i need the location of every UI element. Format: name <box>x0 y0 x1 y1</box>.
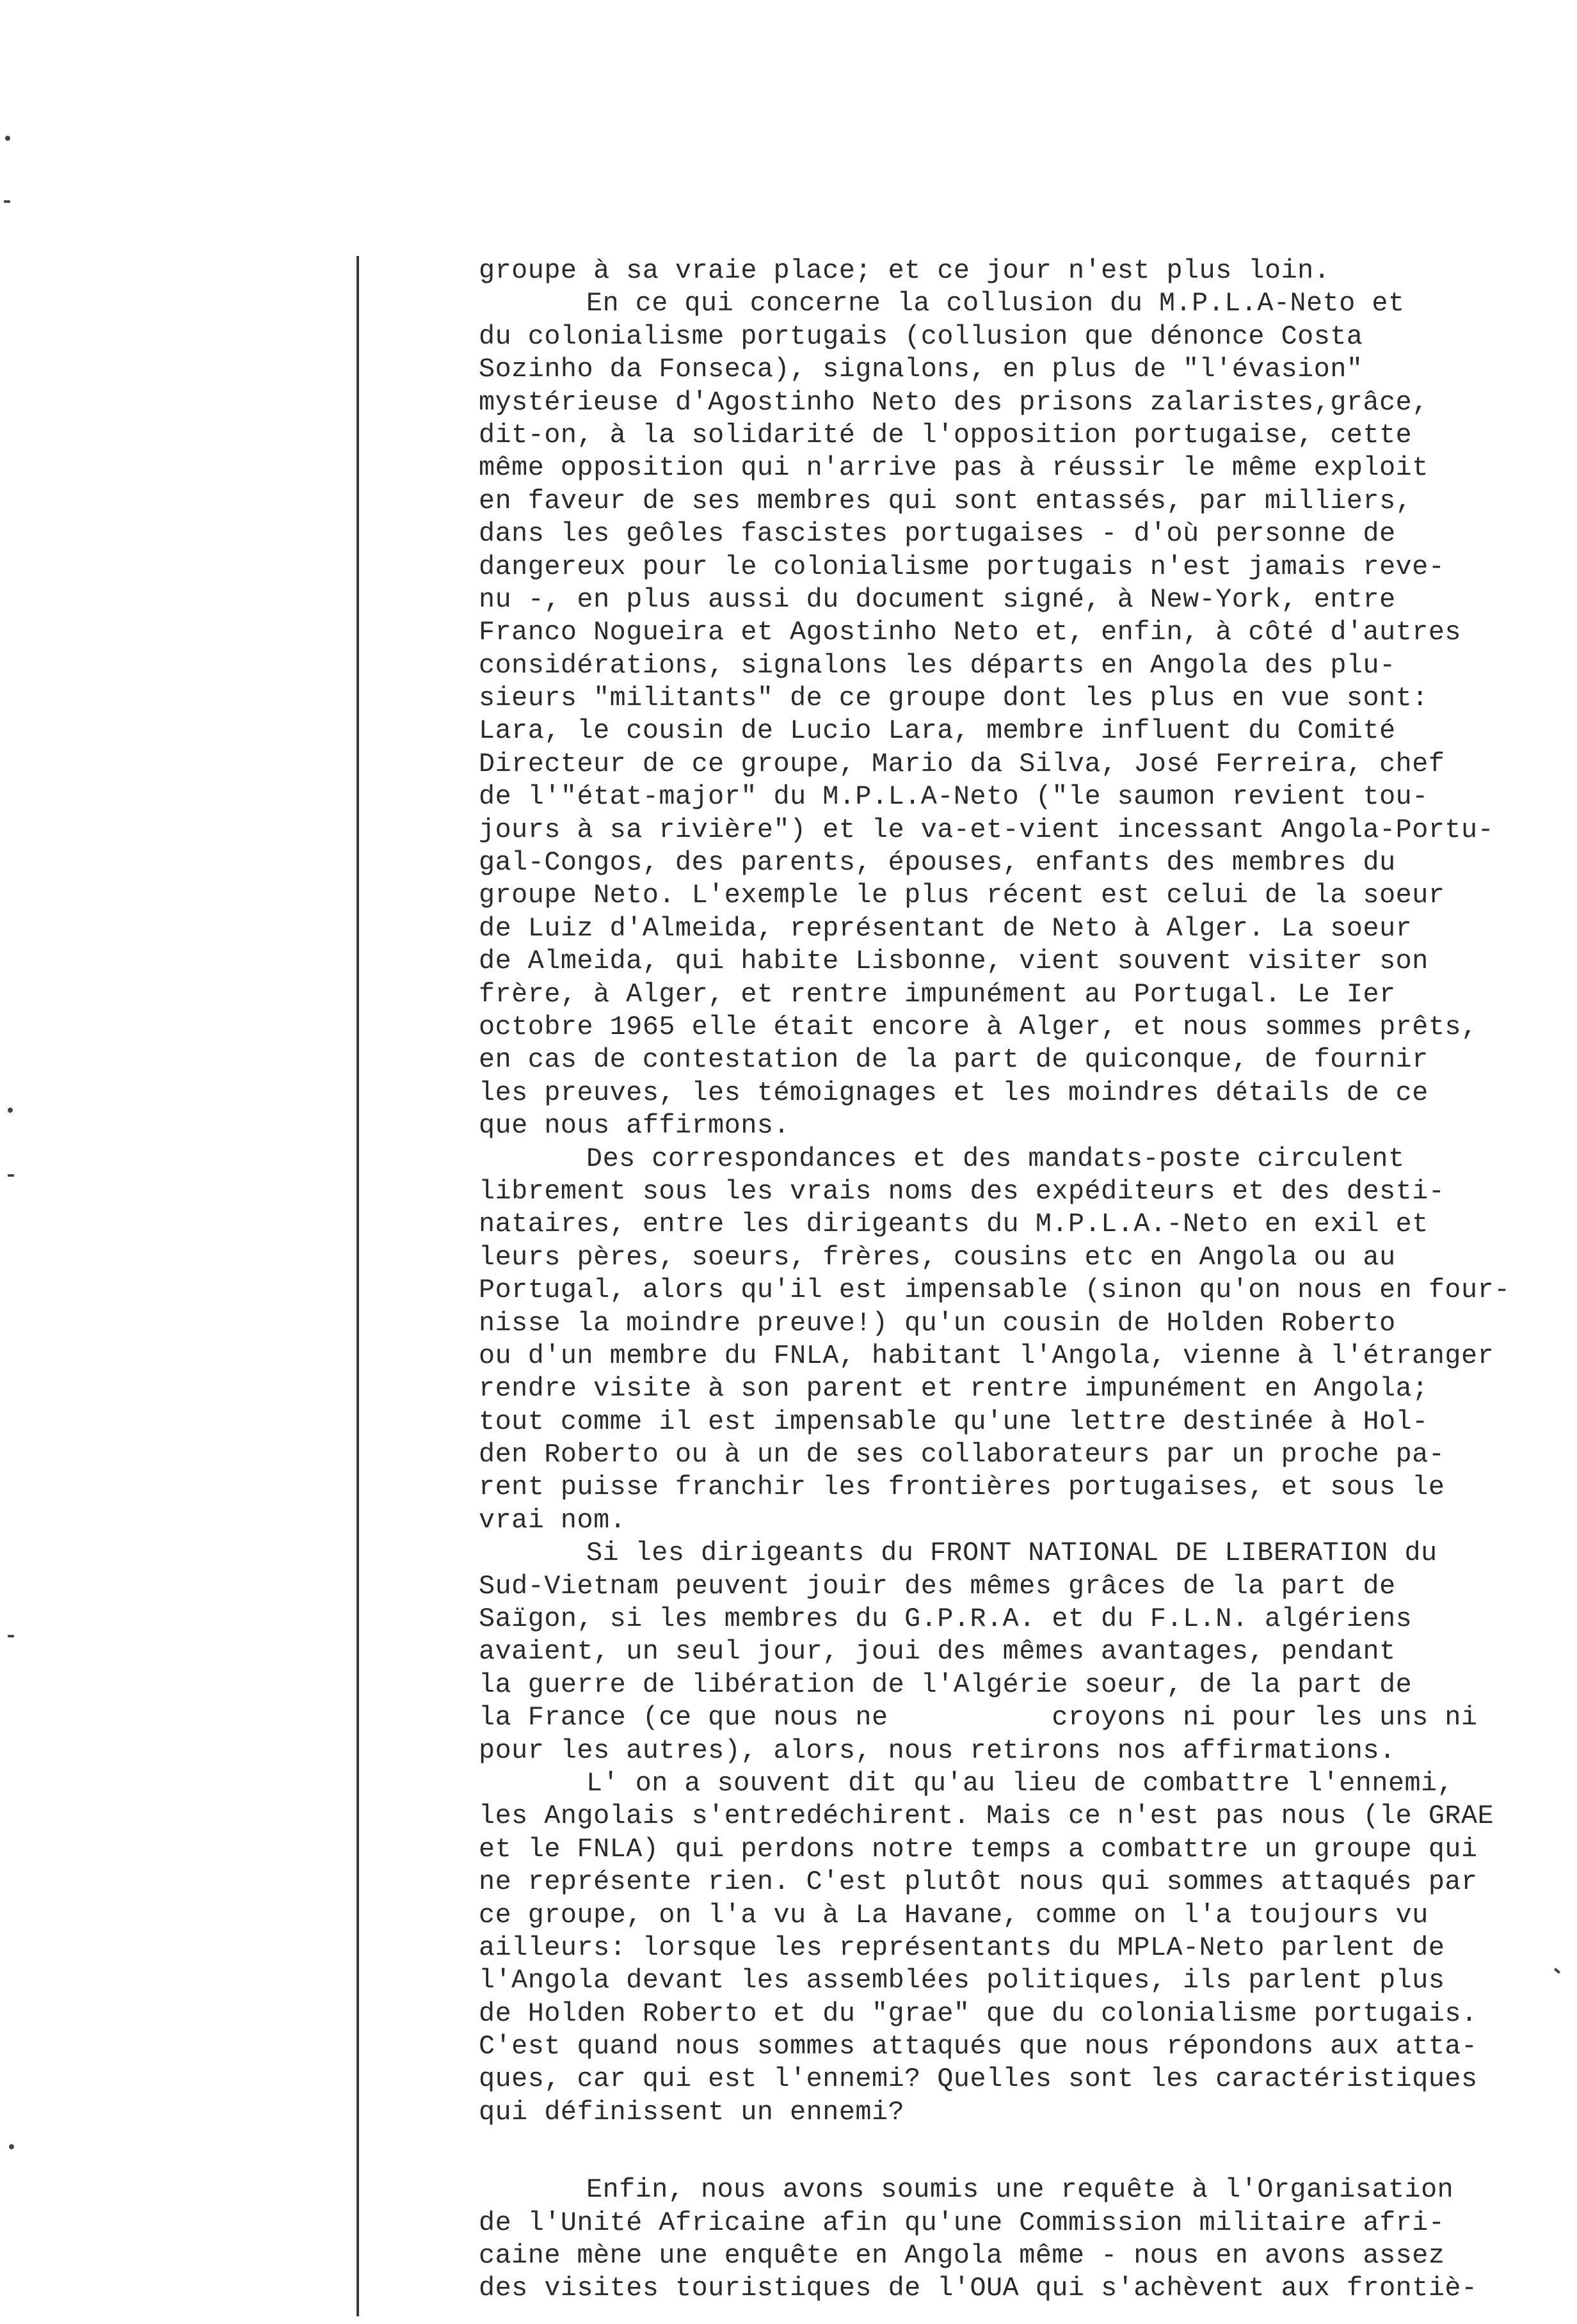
scan-speck <box>4 200 10 203</box>
text-line: groupe à sa vraie place; et ce jour n'est plus loin. <box>479 255 1331 286</box>
text-line: rendre visite à son parent et rentre impunément en Angola; <box>479 1373 1429 1405</box>
text-line: ques, car qui est l'ennemi? Quelles sont les caractéristiques <box>479 2064 1478 2095</box>
text-line: gal-Congos, des parents, épouses, enfants des membres du <box>479 847 1396 879</box>
text-line: les Angolais s'entredéchirent. Mais ce n'est pas nous (le GRAE <box>479 1801 1494 1832</box>
text-line: nataires, entre les dirigeants du M.P.L.A.-Neto en exil et <box>479 1209 1429 1240</box>
text-line: les preuves, les témoignages et les moindres détails de ce <box>479 1077 1429 1108</box>
text-line: la guerre de libération de l'Algérie soeur, de la part de <box>479 1669 1413 1700</box>
scan-speck <box>5 136 10 141</box>
text-line: Sozinho da Fonseca), signalons, en plus de "l'évasion" <box>479 354 1363 385</box>
scan-speck <box>8 1174 14 1177</box>
text-line: l'Angola devant les assemblées politiques, ils parlent plus <box>479 1965 1445 1996</box>
left-margin-rule <box>356 256 359 2316</box>
text-line: Saïgon, si les membres du G.P.R.A. et du F.L.N. algériens <box>479 1604 1413 1635</box>
text-line: rent puisse franchir les frontières portugaises, et sous le <box>479 1472 1445 1503</box>
text-line: ailleurs: lorsque les représentants du MPLA-Neto parlent de <box>479 1932 1445 1963</box>
paragraph-start-line: L' on a souvent dit qu'au lieu de combattre l'ennemi, <box>586 1767 1454 1799</box>
paragraph-start-line: En ce qui concerne la collusion du M.P.L.A-Neto et <box>586 288 1405 319</box>
text-line: ce groupe, on l'a vu à La Havane, comme on l'a toujours vu <box>479 1899 1429 1930</box>
text-line: des visites touristiques de l'OUA qui s'achèvent aux frontiè- <box>479 2273 1478 2304</box>
text-line: ne représente rien. C'est plutôt nous qui sommes attaqués par <box>479 1866 1478 1898</box>
document-body <box>479 255 1567 2305</box>
text-line: tout comme il est impensable qu'une lettre destinée à Hol- <box>479 1406 1429 1437</box>
text-line: Directeur de ce groupe, Mario da Silva, José Ferreira, chef <box>479 748 1445 779</box>
text-line: considérations, signalons les départs en Angola des plu- <box>479 649 1396 681</box>
text-line: de Almeida, qui habite Lisbonne, vient souvent visiter son <box>479 946 1429 977</box>
text-line: qui définissent un ennemi? <box>479 2096 905 2128</box>
text-line: même opposition qui n'arrive pas à réussir le même exploit <box>479 452 1429 484</box>
text-line: en cas de contestation de la part de quiconque, de fournir <box>479 1044 1429 1076</box>
paragraph-start-line: Enfin, nous avons soumis une requête à l'Organisation <box>586 2174 1454 2206</box>
text-line: Lara, le cousin de Lucio Lara, membre influent du Comité <box>479 715 1396 747</box>
text-line: de l'Unité Africaine afin qu'une Commission militaire afri- <box>479 2207 1445 2238</box>
text-line: jours à sa rivière") et le va-et-vient incessant Angola-Portu- <box>479 814 1494 845</box>
text-line: octobre 1965 elle était encore à Alger, et nous sommes prêts, <box>479 1011 1478 1042</box>
text-line: la France (ce que nous ne croyons ni pour les uns ni <box>479 1702 1478 1733</box>
text-line: librement sous les vrais noms des expéditeurs et des desti- <box>479 1175 1445 1207</box>
text-line: de Luiz d'Almeida, représentant de Neto à Alger. La soeur <box>479 912 1413 944</box>
text-line: dans les geôles fascistes portugaises - d'où personne de <box>479 518 1396 550</box>
text-line: ou d'un membre du FNLA, habitant l'Angola, vienne à l'étranger <box>479 1340 1494 1371</box>
text-line: du colonialisme portugais (collusion que dénonce Costa <box>479 321 1363 352</box>
text-line: que nous affirmons. <box>479 1110 790 1142</box>
scan-speck <box>8 1635 14 1637</box>
text-line: de l'"état-major" du M.P.L.A-Neto ("le saumon revient tou- <box>479 781 1429 813</box>
text-line: avaient, un seul jour, joui des mêmes avantages, pendant <box>479 1636 1396 1667</box>
text-line: Franco Nogueira et Agostinho Neto et, enfin, à côté d'autres <box>479 617 1462 648</box>
text-line: Portugal, alors qu'il est impensable (sinon qu'on nous en four- <box>479 1275 1510 1306</box>
text-line: de Holden Roberto et du "grae" que du colonialisme portugais. <box>479 1998 1478 2029</box>
text-line: nu -, en plus aussi du document signé, à New-York, entre <box>479 584 1396 615</box>
text-line: den Roberto ou à un de ses collaborateurs par un proche pa- <box>479 1439 1445 1470</box>
paragraph-gap <box>479 2129 1567 2174</box>
text-line: groupe Neto. L'exemple le plus récent est celui de la soeur <box>479 880 1445 911</box>
paragraph-start-line: Si les dirigeants du FRONT NATIONAL DE LIBERATION du <box>586 1538 1437 1569</box>
text-line: vrai nom. <box>479 1504 627 1536</box>
text-line: frère, à Alger, et rentre impunément au Portugal. Le Ier <box>479 978 1396 1010</box>
text-line: leurs pères, soeurs, frères, cousins etc en Angola ou au <box>479 1241 1396 1273</box>
text-line: dangereux pour le colonialisme portugais n'est jamais reve- <box>479 551 1445 582</box>
scan-speck <box>8 1108 13 1113</box>
text-line: mystérieuse d'Agostinho Neto des prisons zalaristes,grâce, <box>479 386 1429 418</box>
text-line: pour les autres), alors, nous retirons nos affirmations. <box>479 1735 1396 1766</box>
text-line: et le FNLA) qui perdons notre temps a combattre un groupe qui <box>479 1833 1478 1865</box>
text-line: dit-on, à la solidarité de l'opposition portugaise, cette <box>479 419 1413 450</box>
text-line: en faveur de ses membres qui sont entassés, par milliers, <box>479 485 1413 516</box>
paragraph-start-line: Des correspondances et des mandats-poste circulent <box>586 1143 1405 1174</box>
text-line: Sud-Vietnam peuvent jouir des mêmes grâces de la part de <box>479 1570 1396 1602</box>
scan-speck <box>9 2144 14 2149</box>
text-line: C'est quand nous sommes attaqués que nous répondons aux atta- <box>479 2031 1478 2062</box>
text-line: caine mène une enquête en Angola même - nous en avons assez <box>479 2240 1445 2272</box>
text-line: nisse la moindre preuve!) qu'un cousin de Holden Roberto <box>479 1307 1396 1339</box>
text-line: sieurs "militants" de ce groupe dont les plus en vue sont: <box>479 683 1429 714</box>
